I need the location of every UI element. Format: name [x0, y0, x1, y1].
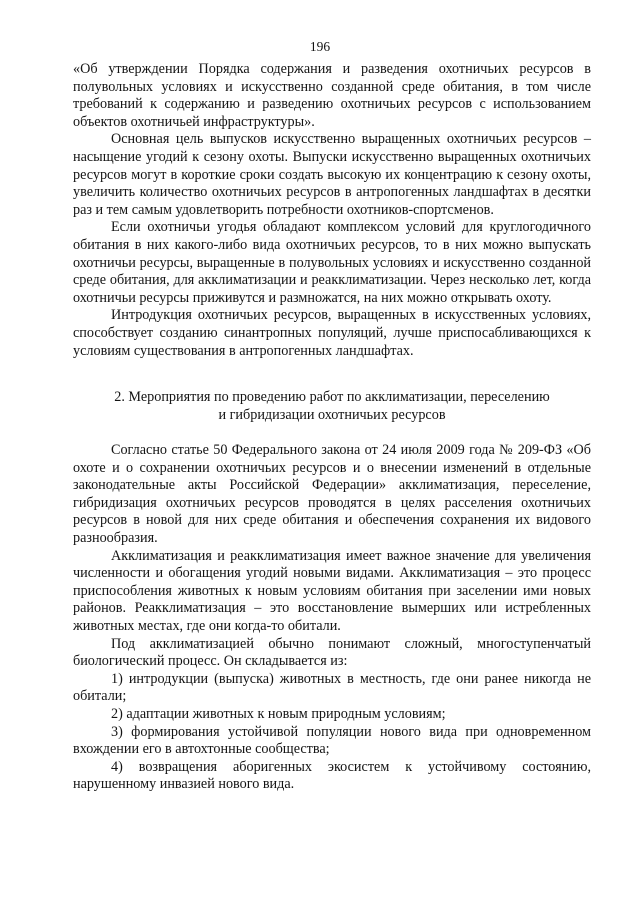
- paragraph-introduction: Интродукция охотничьих ресурсов, выращенных в искусственных условиях, способствует созданию синантропных популяций, лучше приспосабливающихся к условиям существования в антропогенных ландшафтах.: [73, 307, 591, 359]
- list-item-adaptation: 2) адаптации животных к новым природным условиям;: [111, 706, 446, 722]
- section-heading-line-2: и гибридизации охотничьих ресурсов: [218, 407, 446, 424]
- list-item-introduction: 1) интродукции (выпуска) животных в местность, где они ранее никогда не обитали;: [73, 670, 591, 705]
- section-heading-line-1: 2. Мероприятия по проведению работ по акклиматизации, переселению: [114, 389, 550, 406]
- paragraph-acclimatization-importance: Акклиматизация и реакклиматизация имеет важное значение для увеличения численности и обогащения угодий новыми видами. Акклиматизация – это процесс приспособления животных к новым условиям обитания при заселении ими новых районов. Реакклиматизация – это восстановление вымерших или истребленных животных местах, где они когда-то обитали.: [73, 547, 591, 635]
- paragraph-continuation: «Об утверждении Порядка содержания и разведения охотничьих ресурсов в полувольных условиях и искусственно созданной среде обитания, в том числе требований к содержанию и разведению охотничьих ресурсов с использованием объектов охотничьей инфраструктуры».: [73, 61, 591, 130]
- page-body: [73, 61, 591, 794]
- paragraph-hunting-grounds: Если охотничьи угодья обладают комплексом условий для круглогодичного обитания в них какого-либо вида охотничьих ресурсов, то в них можно выпускать охотничьи ресурсы, выращенные в полувольных условиях и искусственно созданной среде обитания, для акклиматизации и реакклиматизации. Через несколько лет, когда охотничьи ресурсы приживутся и размножатся, на них можно открывать охоту.: [73, 219, 591, 306]
- paragraph-main-purpose: Основная цель выпусков искусственно выращенных охотничьих ресурсов – насыщение угодий к сезону охоты. Выпуски искусственно выращенных охотничьих ресурсов могут в короткие сроки создать высокую их концентрацию к сезону охоты, увеличить количество охотничьих ресурсов в антропогенных ландшафтах в десятки раз и тем самым удовлетворить потребности охотников-спортсменов.: [73, 131, 591, 218]
- list-item-population: 3) формирования устойчивой популяции нового вида при одновременном вхождении его в автохтонные сообщества;: [73, 723, 591, 758]
- section-heading: [73, 388, 591, 424]
- page-number: 196: [309, 39, 331, 54]
- list-item-ecosystem-return: 4) возвращения аборигенных экосистем к устойчивому состоянию, нарушенному инвазией нового вида.: [73, 758, 591, 793]
- paragraph-acclimatization-process: Под акклиматизацией обычно понимают сложный, многоступенчатый биологический процесс. Он складывается из:: [73, 635, 591, 670]
- paragraph-federal-law: Согласно статье 50 Федерального закона от 24 июля 2009 года № 209-ФЗ «Об охоте и о сохранении охотничьих ресурсов и о внесении изменений в отдельные законодательные акты Российской Федерации» акклиматизация, переселение, гибридизация охотничьих ресурсов проводятся в целях расселения охотничьих ресурсов в новой для них среде обитания и обеспечения сохранения их видового разнообразия.: [73, 442, 591, 547]
